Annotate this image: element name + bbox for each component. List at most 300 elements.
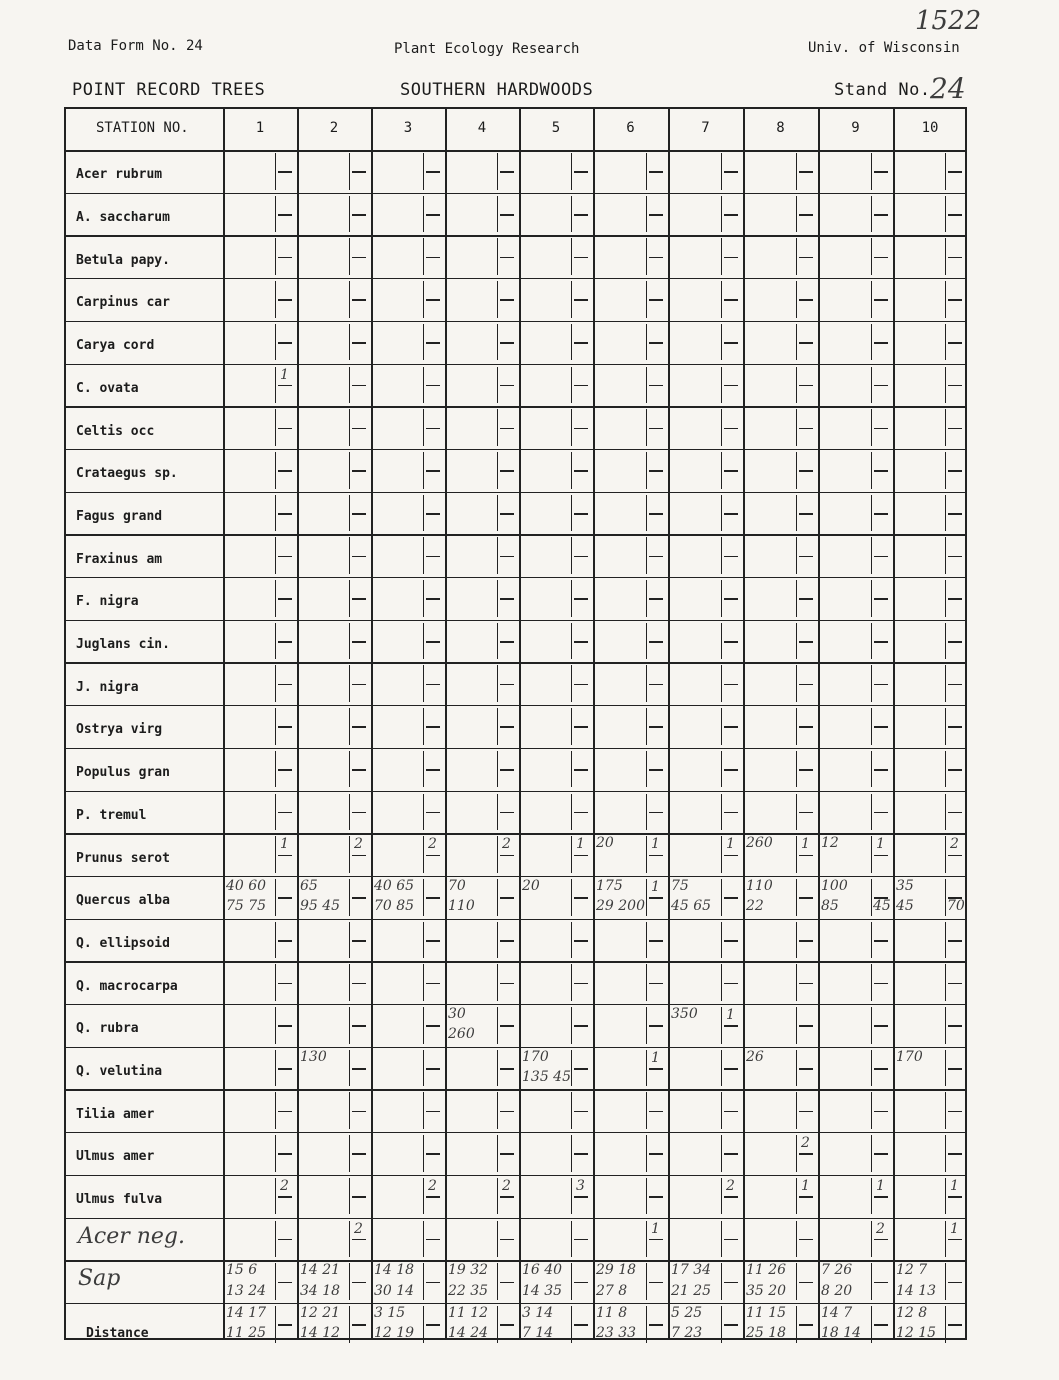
handwritten-entry: 2 — [502, 836, 511, 853]
grid-hline — [64, 961, 967, 962]
tally-divider — [721, 708, 722, 745]
tally-divider — [349, 196, 350, 233]
tally-dash — [948, 470, 962, 472]
tally-dash — [649, 897, 663, 899]
tally-dash — [874, 1153, 888, 1155]
stand-number: 24 — [930, 72, 966, 105]
tally-divider — [721, 1050, 722, 1087]
station-header: 10 — [921, 120, 939, 136]
tally-divider — [945, 409, 946, 446]
tally-divider — [497, 708, 498, 745]
handwritten-entry: 27 8 — [596, 1282, 628, 1299]
tally-divider — [275, 1178, 276, 1215]
tally-dash — [724, 598, 738, 600]
tally-dash — [724, 385, 738, 387]
handwritten-entry: 14 21 — [300, 1262, 341, 1279]
tally-dash — [724, 1025, 738, 1027]
handwritten-entry: 110 — [746, 877, 773, 894]
tally-dash — [799, 1068, 813, 1070]
handwritten-entry: 95 45 — [300, 898, 341, 915]
station-header: 9 — [851, 120, 860, 136]
tally-dash — [948, 1239, 962, 1241]
handwritten-entry: 20 — [522, 877, 540, 894]
handwritten-entry: 12 8 — [896, 1304, 928, 1321]
handwritten-entry: 14 7 — [821, 1304, 853, 1321]
tally-divider — [571, 153, 572, 190]
tally-divider — [275, 623, 276, 660]
tally-divider — [871, 196, 872, 233]
tally-divider — [571, 1007, 572, 1044]
tally-divider — [423, 367, 424, 404]
tally-dash — [724, 1111, 738, 1113]
tally-dash — [278, 1068, 292, 1070]
tally-divider — [646, 708, 647, 745]
tally-dash — [724, 641, 738, 643]
tally-divider — [571, 1178, 572, 1215]
species-label: Ulmus amer — [76, 1149, 155, 1165]
tally-dash — [574, 257, 588, 259]
tally-divider — [721, 452, 722, 489]
tally-divider — [646, 836, 647, 873]
grid-vline — [297, 107, 299, 1340]
tally-divider — [497, 1221, 498, 1258]
tally-divider — [871, 452, 872, 489]
tally-dash — [352, 897, 366, 899]
tally-divider — [871, 623, 872, 660]
tally-dash — [426, 1111, 440, 1113]
tally-divider — [945, 537, 946, 574]
tally-divider — [349, 1050, 350, 1087]
tally-divider — [571, 879, 572, 916]
tally-dash — [278, 428, 292, 430]
tally-dash — [500, 598, 514, 600]
tally-dash — [799, 428, 813, 430]
tally-dash — [278, 513, 292, 515]
tally-dash — [649, 385, 663, 387]
tally-divider — [796, 452, 797, 489]
tally-divider — [497, 1178, 498, 1215]
handwritten-entry: 12 — [821, 835, 839, 852]
tally-dash — [500, 214, 514, 216]
tally-divider — [646, 409, 647, 446]
species-label: Tilia amer — [76, 1106, 155, 1122]
handwritten-entry: 34 18 — [300, 1282, 341, 1299]
grid-vline — [668, 107, 670, 1340]
tally-dash — [574, 983, 588, 985]
grid-hline — [64, 748, 967, 749]
tally-divider — [571, 836, 572, 873]
tally-dash — [799, 470, 813, 472]
tally-divider — [646, 238, 647, 275]
tally-divider — [796, 623, 797, 660]
tally-divider — [796, 580, 797, 617]
tally-dash — [500, 513, 514, 515]
tally-dash — [799, 812, 813, 814]
tally-divider — [275, 537, 276, 574]
handwritten-entry: 1 — [280, 836, 289, 853]
tally-divider — [871, 238, 872, 275]
grid-hline — [64, 150, 967, 152]
tally-divider — [497, 836, 498, 873]
tally-dash — [948, 299, 962, 301]
tally-dash — [574, 1239, 588, 1241]
handwritten-entry: 175 — [596, 877, 623, 894]
tally-divider — [721, 794, 722, 831]
tally-dash — [278, 726, 292, 728]
tally-divider — [497, 153, 498, 190]
tally-dash — [799, 1239, 813, 1241]
handwritten-entry: 40 65 — [374, 877, 415, 894]
tally-divider — [571, 537, 572, 574]
tally-dash — [649, 1196, 663, 1198]
tally-dash — [352, 1153, 366, 1155]
tally-dash — [426, 812, 440, 814]
species-label: Carpinus car — [76, 295, 170, 311]
tally-dash — [426, 1282, 440, 1284]
tally-dash — [874, 1324, 888, 1326]
tally-divider — [275, 665, 276, 702]
handwritten-entry: 1 — [950, 1177, 959, 1194]
tally-dash — [649, 983, 663, 985]
tally-dash — [948, 1282, 962, 1284]
tally-divider — [945, 665, 946, 702]
tally-dash — [874, 513, 888, 515]
handwritten-entry: 1 — [576, 836, 585, 853]
tally-dash — [649, 428, 663, 430]
tally-dash — [278, 1153, 292, 1155]
tally-divider — [796, 751, 797, 788]
tally-dash — [278, 556, 292, 558]
tally-dash — [500, 385, 514, 387]
grid-hline — [64, 364, 967, 365]
grid-hline — [64, 1132, 967, 1133]
tally-dash — [724, 342, 738, 344]
tally-dash — [799, 598, 813, 600]
tally-divider — [796, 665, 797, 702]
tally-dash — [799, 855, 813, 857]
tally-dash — [948, 428, 962, 430]
handwritten-entry: 45 — [873, 898, 891, 915]
grid-hline — [64, 1089, 967, 1090]
tally-divider — [646, 495, 647, 532]
tally-dash — [724, 769, 738, 771]
tally-dash — [352, 556, 366, 558]
tally-divider — [945, 196, 946, 233]
tally-dash — [574, 342, 588, 344]
grid-vline — [743, 107, 745, 1340]
tally-divider — [646, 580, 647, 617]
tally-divider — [945, 238, 946, 275]
tally-divider — [497, 281, 498, 318]
handwritten-entry: 26 — [746, 1048, 764, 1065]
handwritten-entry: 45 65 — [671, 898, 712, 915]
tally-dash — [649, 684, 663, 686]
tally-dash — [426, 470, 440, 472]
tally-divider — [646, 324, 647, 361]
tally-dash — [649, 940, 663, 942]
tally-divider — [721, 922, 722, 959]
tally-dash — [724, 1068, 738, 1070]
tally-dash — [649, 1239, 663, 1241]
tally-divider — [721, 196, 722, 233]
tally-dash — [948, 726, 962, 728]
tally-dash — [352, 1025, 366, 1027]
tally-divider — [646, 1306, 647, 1343]
tally-dash — [574, 1025, 588, 1027]
tally-dash — [874, 1239, 888, 1241]
tally-dash — [948, 1324, 962, 1326]
tally-divider — [349, 580, 350, 617]
tally-dash — [724, 1239, 738, 1241]
tally-dash — [500, 983, 514, 985]
tally-divider — [871, 794, 872, 831]
tally-dash — [500, 299, 514, 301]
handwritten-entry: 12 19 — [374, 1325, 415, 1342]
tally-divider — [497, 452, 498, 489]
tally-dash — [426, 983, 440, 985]
tally-dash — [500, 1324, 514, 1326]
species-label: J. nigra — [76, 679, 139, 695]
tally-divider — [945, 452, 946, 489]
tally-dash — [874, 214, 888, 216]
handwritten-entry: 70 85 — [374, 898, 415, 915]
grid-hline — [64, 662, 967, 663]
handwritten-entry: 17 34 — [671, 1262, 712, 1279]
tally-divider — [497, 751, 498, 788]
tally-divider — [571, 1092, 572, 1129]
tally-divider — [945, 580, 946, 617]
tally-dash — [724, 983, 738, 985]
species-label: Populus gran — [76, 765, 170, 781]
station-header: 3 — [403, 120, 413, 136]
tally-divider — [423, 1135, 424, 1172]
tally-dash — [874, 257, 888, 259]
handwritten-entry: 85 — [821, 898, 839, 915]
tally-divider — [571, 324, 572, 361]
tally-divider — [571, 196, 572, 233]
tally-divider — [646, 794, 647, 831]
handwritten-entry: 14 18 — [374, 1262, 415, 1279]
tally-dash — [874, 556, 888, 558]
distance-label: Distance — [86, 1326, 149, 1342]
grid-vline — [893, 107, 895, 1340]
tally-divider — [796, 495, 797, 532]
tally-dash — [948, 556, 962, 558]
tally-divider — [721, 836, 722, 873]
tally-dash — [278, 983, 292, 985]
tally-dash — [574, 1111, 588, 1113]
tally-divider — [349, 281, 350, 318]
tally-divider — [796, 922, 797, 959]
tally-divider — [646, 1263, 647, 1300]
tally-dash — [799, 1025, 813, 1027]
tally-divider — [423, 537, 424, 574]
tally-divider — [945, 794, 946, 831]
tally-divider — [646, 623, 647, 660]
tally-divider — [945, 1007, 946, 1044]
tally-divider — [796, 1135, 797, 1172]
tally-divider — [571, 751, 572, 788]
tally-divider — [423, 1263, 424, 1300]
tally-divider — [646, 922, 647, 959]
tally-dash — [352, 598, 366, 600]
species-label: Q. velutina — [76, 1064, 163, 1080]
tally-dash — [649, 556, 663, 558]
tally-divider — [497, 367, 498, 404]
tally-dash — [278, 299, 292, 301]
tally-dash — [799, 769, 813, 771]
tally-dash — [874, 598, 888, 600]
tally-divider — [275, 324, 276, 361]
tally-dash — [426, 641, 440, 643]
station-header: 2 — [329, 120, 339, 136]
tally-dash — [649, 726, 663, 728]
handwritten-entry: 75 — [671, 877, 689, 894]
handwritten-entry: 14 35 — [522, 1282, 563, 1299]
species-label: Carya cord — [76, 338, 155, 354]
grid-hline — [64, 534, 967, 535]
tally-divider — [571, 708, 572, 745]
tally-dash — [574, 684, 588, 686]
tally-dash — [278, 897, 292, 899]
tally-divider — [871, 836, 872, 873]
tally-divider — [497, 1007, 498, 1044]
grid-vline — [64, 107, 66, 1340]
handwritten-entry: 1 — [801, 1177, 810, 1194]
species-label: Fagus grand — [76, 508, 163, 524]
species-label: Quercus alba — [76, 893, 170, 909]
handwritten-entry: 11 26 — [746, 1262, 787, 1279]
tally-divider — [721, 964, 722, 1001]
tally-dash — [352, 726, 366, 728]
tally-divider — [871, 964, 872, 1001]
handwritten-entry: 1 — [651, 878, 660, 895]
species-label: Ostrya virg — [76, 722, 163, 738]
tally-dash — [874, 171, 888, 173]
tally-dash — [574, 1153, 588, 1155]
handwritten-entry: 22 35 — [448, 1282, 489, 1299]
tally-dash — [948, 385, 962, 387]
grid-hline — [64, 107, 967, 109]
tally-dash — [278, 171, 292, 173]
handwritten-entry: 8 20 — [821, 1282, 853, 1299]
tally-dash — [649, 598, 663, 600]
grid-vline — [223, 107, 225, 1340]
grid-vline — [445, 107, 447, 1340]
tally-divider — [945, 324, 946, 361]
tally-dash — [500, 257, 514, 259]
tally-dash — [574, 726, 588, 728]
tally-dash — [278, 342, 292, 344]
tally-divider — [423, 238, 424, 275]
tally-divider — [945, 1178, 946, 1215]
tally-divider — [349, 665, 350, 702]
forest-type: SOUTHERN HARDWOODS — [400, 80, 594, 100]
species-label: Q. rubra — [76, 1021, 139, 1037]
tally-dash — [799, 556, 813, 558]
tally-dash — [574, 1324, 588, 1326]
tally-dash — [426, 342, 440, 344]
tally-divider — [423, 708, 424, 745]
species-label: P. tremul — [76, 807, 147, 823]
tally-divider — [646, 367, 647, 404]
tally-divider — [423, 964, 424, 1001]
handwritten-row-label: Sap — [78, 1266, 121, 1292]
handwritten-entry: 135 45 — [522, 1069, 571, 1086]
handwritten-entry: 170 — [522, 1048, 549, 1065]
tally-divider — [871, 324, 872, 361]
handwritten-entry: 13 24 — [226, 1282, 267, 1299]
tally-divider — [349, 1263, 350, 1300]
tally-dash — [799, 299, 813, 301]
tally-dash — [278, 214, 292, 216]
handwritten-entry: 7 23 — [671, 1325, 703, 1342]
tally-divider — [423, 922, 424, 959]
tally-dash — [874, 726, 888, 728]
species-label: Ulmus fulva — [76, 1192, 163, 1208]
tally-divider — [349, 409, 350, 446]
tally-divider — [646, 1007, 647, 1044]
tally-dash — [574, 897, 588, 899]
tally-dash — [574, 214, 588, 216]
tally-divider — [945, 922, 946, 959]
tally-dash — [724, 171, 738, 173]
tally-divider — [571, 580, 572, 617]
tally-divider — [721, 153, 722, 190]
tally-dash — [649, 1025, 663, 1027]
tally-dash — [352, 983, 366, 985]
tally-divider — [796, 1007, 797, 1044]
tally-dash — [948, 1196, 962, 1198]
tally-divider — [646, 196, 647, 233]
tally-dash — [649, 1068, 663, 1070]
tally-divider — [571, 623, 572, 660]
tally-dash — [724, 513, 738, 515]
tally-divider — [275, 452, 276, 489]
tally-dash — [352, 940, 366, 942]
handwritten-entry: 100 — [821, 877, 848, 894]
species-label: Betula papy. — [76, 252, 170, 268]
tally-divider — [945, 964, 946, 1001]
tally-divider — [646, 452, 647, 489]
tally-dash — [426, 598, 440, 600]
tally-dash — [649, 299, 663, 301]
tally-divider — [945, 1092, 946, 1129]
tally-dash — [724, 897, 738, 899]
tally-divider — [275, 836, 276, 873]
tally-divider — [796, 879, 797, 916]
tally-divider — [571, 964, 572, 1001]
tally-divider — [423, 1007, 424, 1044]
tally-dash — [799, 1324, 813, 1326]
handwritten-entry: 1 — [726, 1007, 735, 1023]
handwritten-entry: 12 21 — [300, 1304, 341, 1321]
tally-divider — [646, 281, 647, 318]
handwritten-entry: 1 — [726, 836, 735, 853]
tally-divider — [423, 836, 424, 873]
tally-divider — [571, 367, 572, 404]
tally-divider — [571, 1135, 572, 1172]
tally-dash — [948, 983, 962, 985]
handwritten-entry: 70 — [947, 898, 965, 915]
tally-divider — [275, 708, 276, 745]
tally-dash — [278, 1239, 292, 1241]
station-header: 6 — [626, 120, 635, 136]
record-table — [64, 107, 967, 1340]
tally-dash — [799, 641, 813, 643]
tally-dash — [352, 1068, 366, 1070]
tally-dash — [948, 1111, 962, 1113]
